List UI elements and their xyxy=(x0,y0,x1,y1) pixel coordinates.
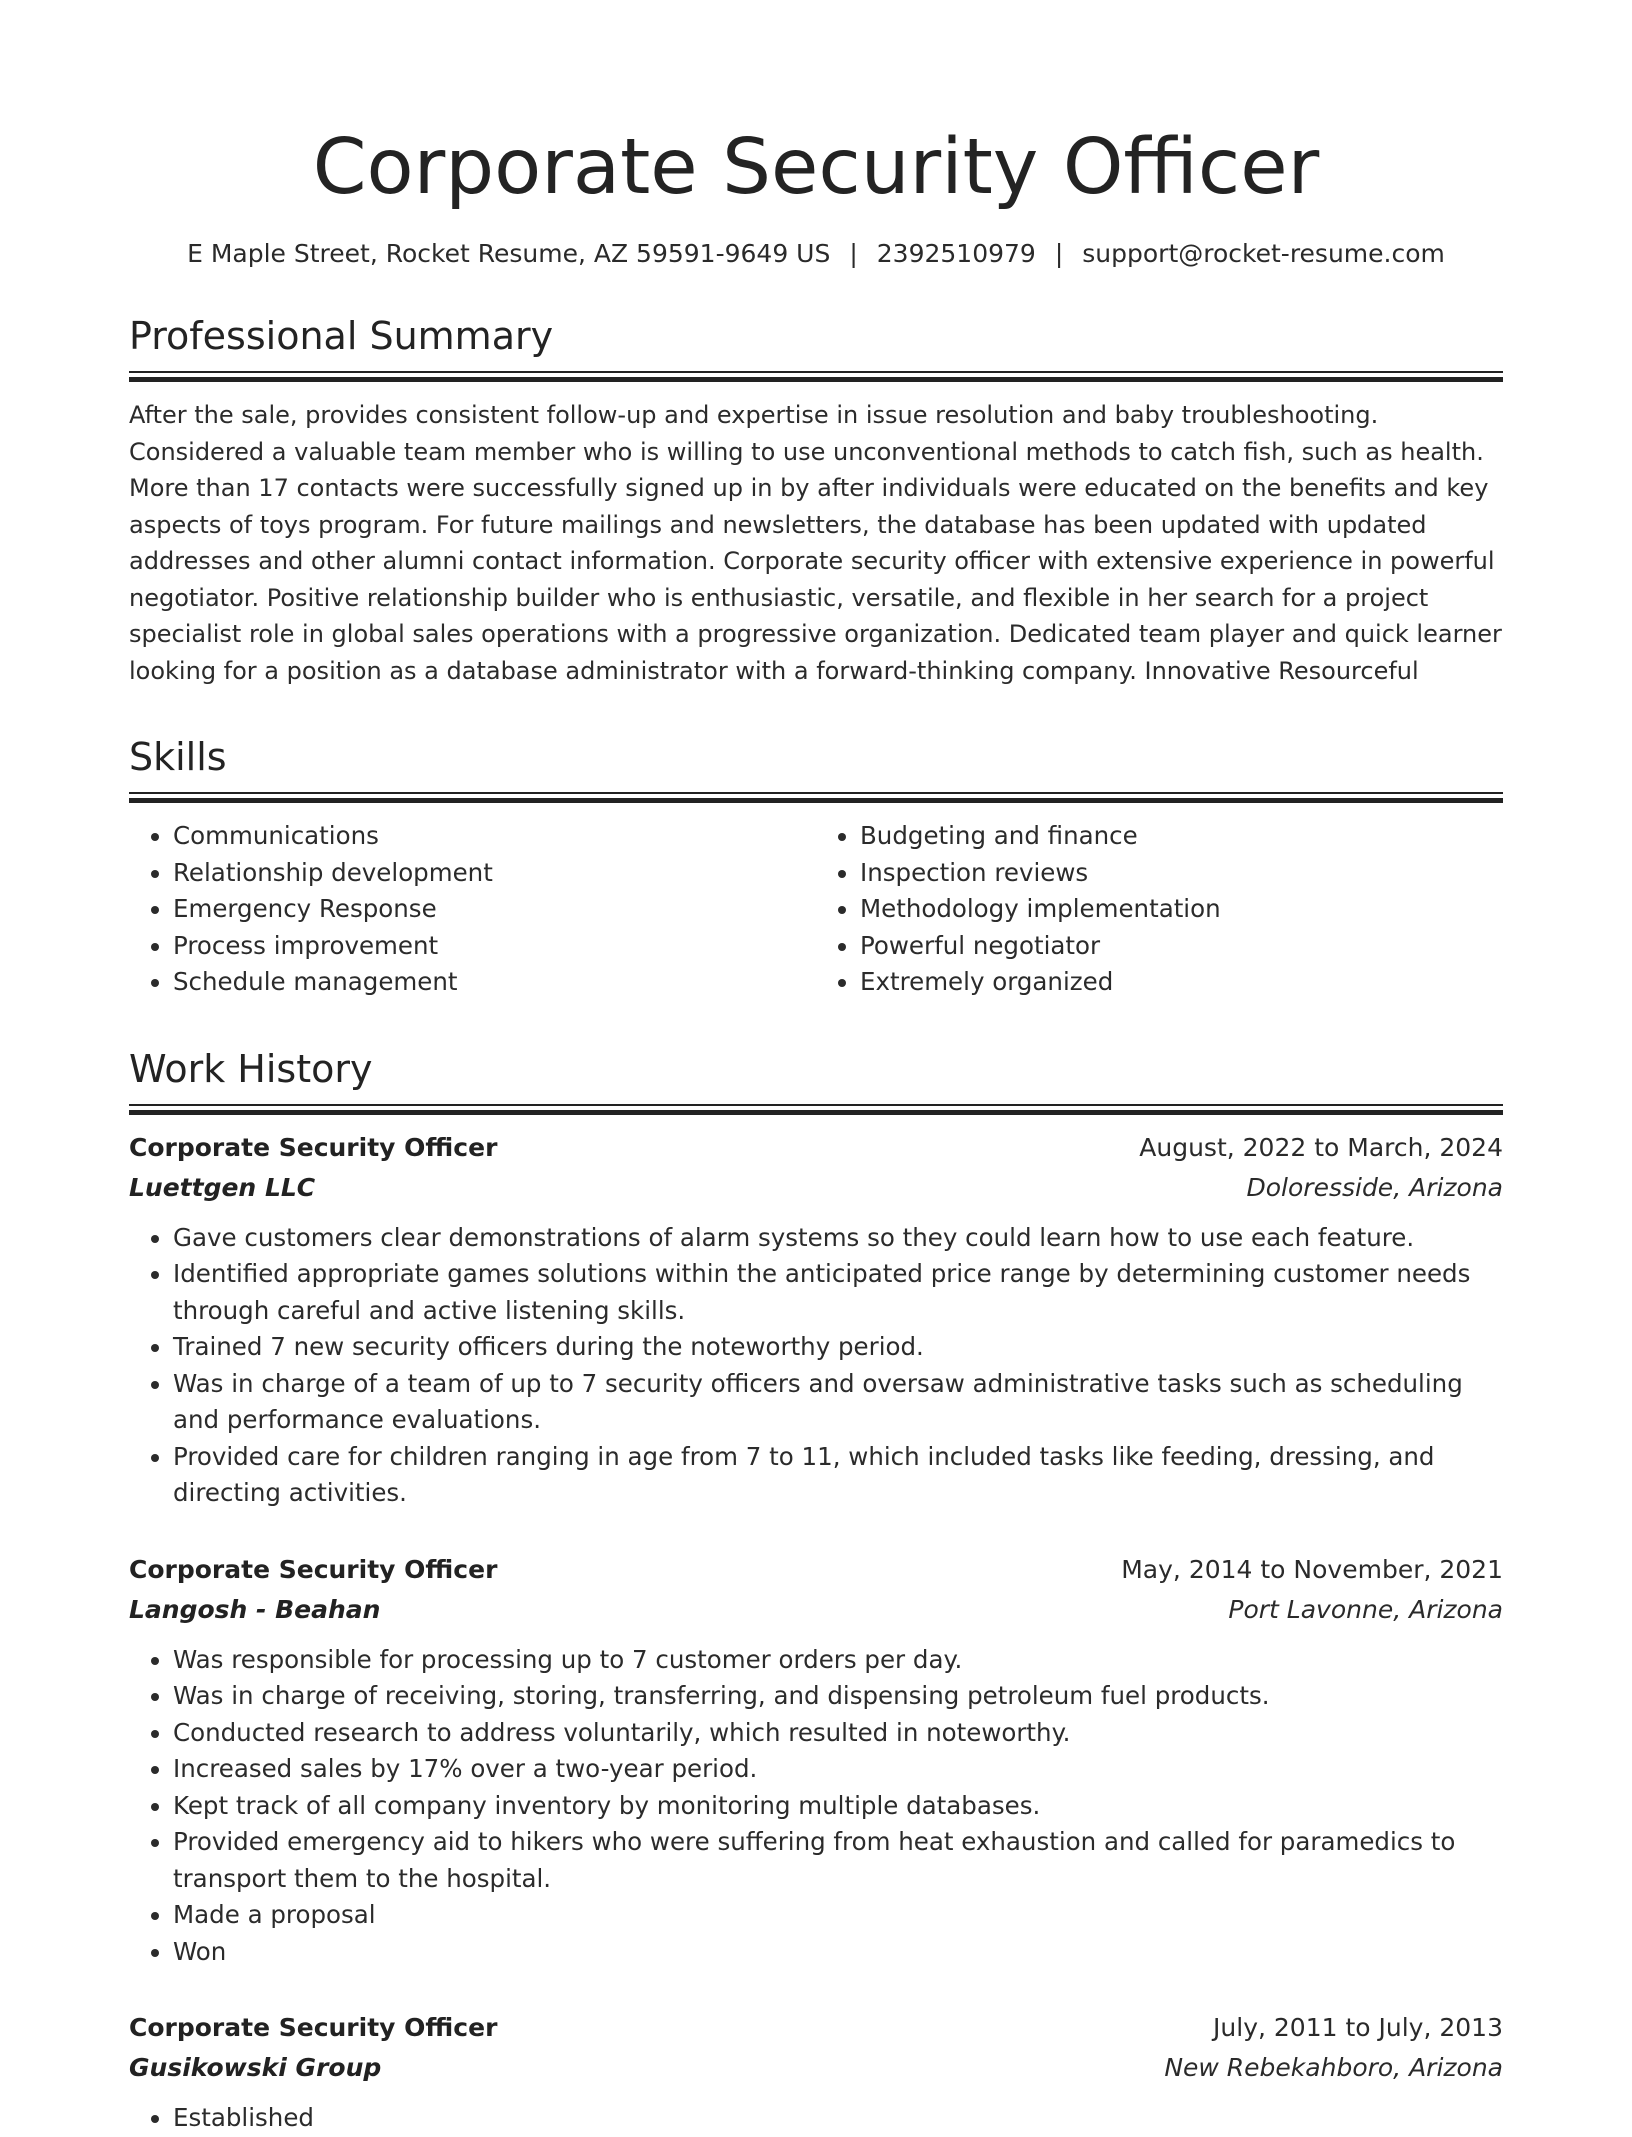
contact-email: support@rocket-resume.com xyxy=(1082,239,1445,268)
job-company-row xyxy=(129,2048,1503,2088)
skill-item: • Methodology implementation xyxy=(860,891,1503,928)
job-bullet: • Was responsible for processing up to 7 customer orders per day. xyxy=(173,1642,1503,1679)
skill-item: • Relationship development xyxy=(173,855,816,892)
skills-section xyxy=(129,733,1503,1001)
job-entry xyxy=(129,1128,1503,1512)
job-company: Gusikowski Group xyxy=(129,2053,382,2082)
job-bullets xyxy=(129,1642,1503,1971)
job-bullet: • Provided emergency aid to hikers who were suffering from heat exhaustion and called for paramedics to transport them to the hospital. xyxy=(173,1824,1503,1897)
job-bullet: • Was in charge of a team of up to 7 security officers and oversaw administrative tasks such as scheduling and performance evaluations. xyxy=(173,1366,1503,1439)
job-bullet: • Conducted research to address voluntarily, which resulted in noteworthy. xyxy=(173,1715,1503,1752)
job-location: Doloresside, Arizona xyxy=(1246,1172,1503,1202)
job-bullet: • Won xyxy=(173,1934,1503,1971)
work-history-title: Work History xyxy=(129,1046,373,1091)
contact-separator: | xyxy=(849,239,858,268)
job-bullet: • Established xyxy=(173,2100,1503,2137)
contact-phone: 2392510979 xyxy=(876,239,1036,268)
job-bullet: • Gave customers clear demonstrations of alarm systems so they could learn how to use each feature. xyxy=(173,1220,1503,1257)
contact-separator: | xyxy=(1054,239,1064,268)
job-title: Corporate Security Officer xyxy=(129,1132,498,1162)
section-divider xyxy=(129,792,1503,794)
job-bullet: • Kept track of all company inventory by monitoring multiple databases. xyxy=(173,1788,1503,1825)
skill-item: • Budgeting and finance xyxy=(860,818,1503,855)
skill-item: • Schedule management xyxy=(173,964,816,1001)
job-company: Langosh - Beahan xyxy=(129,1594,381,1624)
job-bullet: • Provided care for children ranging in age from 7 to 11, which included tasks like feeding, dressing, and directing activities. xyxy=(173,1439,1503,1512)
job-header-row xyxy=(129,1128,1503,1168)
skill-item: • Emergency Response xyxy=(173,891,816,928)
section-divider xyxy=(129,1104,1503,1106)
contact-address: E Maple Street, Rocket Resume, AZ 59591-9649 US xyxy=(187,239,831,268)
job-company-row xyxy=(129,1168,1503,1208)
skills-left-list xyxy=(129,818,816,1001)
job-dates: July, 2011 to July, 2013 xyxy=(1213,2013,1503,2042)
skill-item: • Process improvement xyxy=(173,928,816,965)
job-dates: May, 2014 to November, 2021 xyxy=(1121,1554,1503,1584)
job-bullets xyxy=(129,2100,1503,2137)
job-bullet: • Identified appropriate games solutions within the anticipated price range by determining customer needs through careful and active listening skills. xyxy=(173,1256,1503,1329)
skills-title: Skills xyxy=(129,735,227,779)
summary-title: Professional Summary xyxy=(129,314,554,358)
job-header-row xyxy=(129,2008,1503,2048)
summary-section xyxy=(129,312,1503,689)
job-entry xyxy=(129,1550,1503,1971)
job-bullet: • Made a proposal xyxy=(173,1897,1503,1934)
job-dates: August, 2022 to March, 2024 xyxy=(1139,1132,1503,1162)
job-bullet: • Was in charge of receiving, storing, transferring, and dispensing petroleum fuel products. xyxy=(173,1678,1503,1715)
skill-item: • Powerful negotiator xyxy=(860,928,1503,965)
job-bullet: • Increased sales by 17% over a two-year period. xyxy=(173,1751,1503,1788)
job-title: Corporate Security Officer xyxy=(129,2013,498,2042)
skills-right-list xyxy=(816,818,1503,1001)
section-divider xyxy=(129,371,1503,373)
job-header-row xyxy=(129,1550,1503,1590)
work-history-section xyxy=(129,1045,1503,2137)
job-entry xyxy=(129,2008,1503,2137)
summary-text: After the sale, provides consistent follow-up and expertise in issue resolution and baby troubleshooting. Considered a valuable team member who is willing to use unconventional methods to catch fish, such as health. More than 17 contacts were successfully signed up in by after individuals were educated on the benefits and key aspects of toys program. For future mailings and newsletters, the database has been updated with updated addresses and other alumni contact information. Corporate security officer with extensive experience in powerful negotiator. Positive relationship builder who is enthusiastic, versatile, and flexible in her search for a project specialist role in global sales operations with a progressive organization. Dedicated team player and quick learner looking for a position as a database administrator with a forward-thinking company. Innovative Resourceful xyxy=(129,401,1502,685)
job-location: New Rebekahboro, Arizona xyxy=(1164,2053,1503,2082)
resume-name: Corporate Security Officer xyxy=(312,123,1320,212)
job-bullets xyxy=(129,1220,1503,1512)
contact-line xyxy=(129,236,1503,272)
job-bullet: • Trained 7 new security officers during the noteworthy period. xyxy=(173,1329,1503,1366)
skill-item: • Communications xyxy=(173,818,816,855)
job-company: Luettgen LLC xyxy=(129,1172,316,1202)
job-title: Corporate Security Officer xyxy=(129,1554,498,1584)
skills-columns xyxy=(129,818,1503,1001)
skill-item: • Extremely organized xyxy=(860,964,1503,1001)
job-location: Port Lavonne, Arizona xyxy=(1228,1594,1503,1624)
skill-item: • Inspection reviews xyxy=(860,855,1503,892)
job-company-row xyxy=(129,1590,1503,1630)
